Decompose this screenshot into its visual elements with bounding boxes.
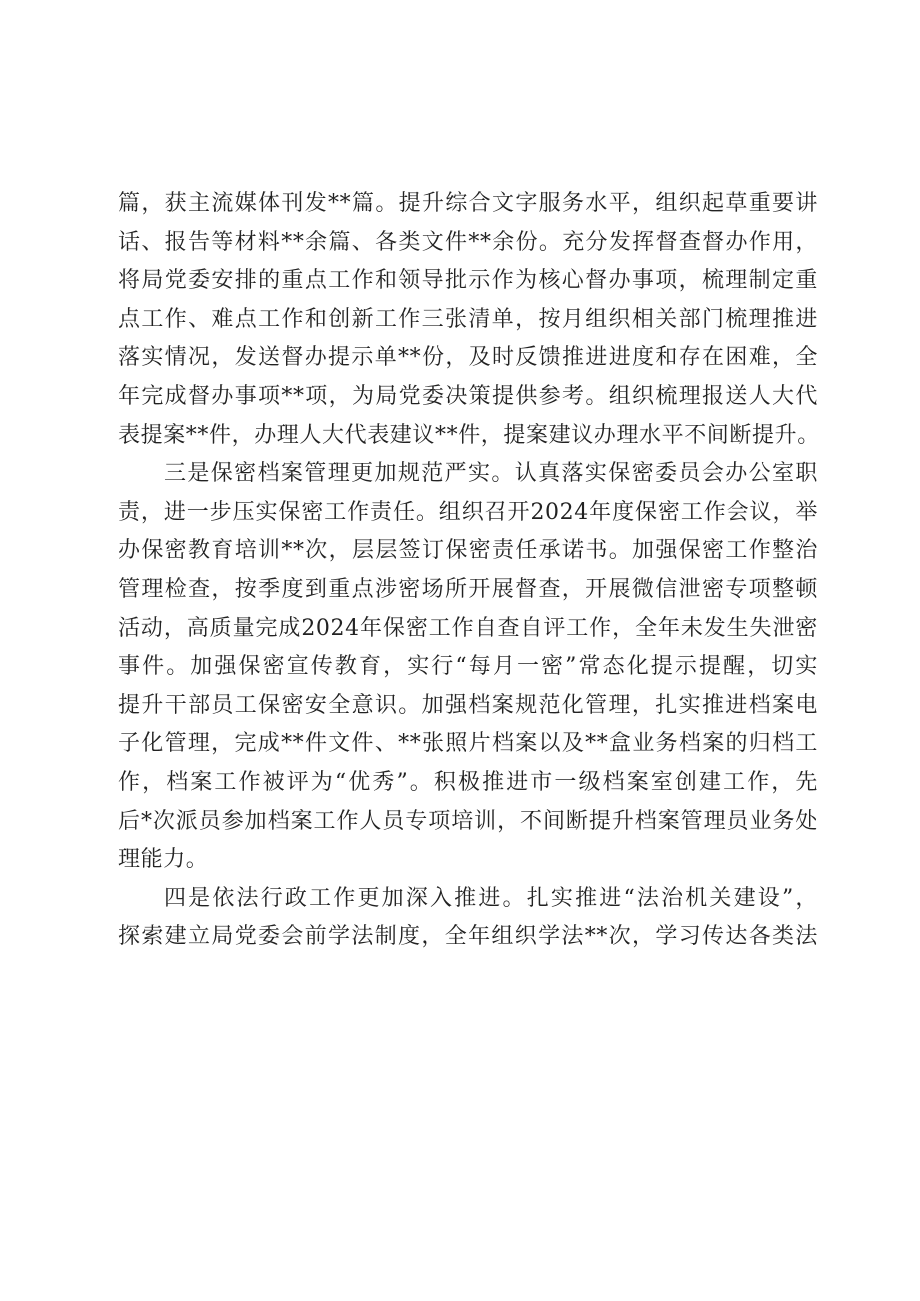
text-line: 理能力。 (118, 847, 209, 873)
text-line: 点工作、难点工作和创新工作三张清单，按月组织相关部门梳理推进 (118, 306, 818, 332)
paragraph-three (118, 455, 818, 880)
text-line: 子化管理，完成**件文件、**张照片档案以及**盒业务档案的归档工 (118, 731, 818, 757)
text-line: 探索建立局党委会前学法制度，全年组织学法**次，学习传达各类法 (118, 924, 818, 950)
text-line: 后*次派员参加档案工作人员专项培训，不间断提升档案管理员业务处 (118, 808, 818, 834)
paragraph-continued (118, 185, 818, 455)
paragraph-four (118, 880, 818, 957)
text-line: 将局党委安排的重点工作和领导批示作为核心督办事项，梳理制定重 (118, 268, 818, 294)
text-line: 表提案**件，办理人大代表建议**件，提案建议办理水平不间断提升。 (118, 422, 820, 448)
text-line: 办保密教育培训**次，层层签订保密责任承诺书。加强保密工作整治 (118, 538, 818, 564)
text-line: 责，进一步压实保密工作责任。组织召开2024年度保密工作会议，举 (118, 499, 818, 525)
text-line: 提升干部员工保密安全意识。加强档案规范化管理，扎实推进档案电 (118, 692, 818, 718)
text-line: 年完成督办事项**项，为局党委决策提供参考。组织梳理报送人大代 (118, 383, 818, 409)
text-line: 落实情况，发送督办提示单**份，及时反馈推进进度和存在困难，全 (118, 345, 818, 371)
text-line: 管理检查，按季度到重点涉密场所开展督查，开展微信泄密专项整顿 (118, 576, 818, 602)
text-line: 作，档案工作被评为“优秀”。积极推进市一级档案室创建工作，先 (118, 769, 818, 795)
document-body (118, 185, 818, 957)
text-line: 篇，获主流媒体刊发**篇。提升综合文字服务水平，组织起草重要讲 (118, 191, 818, 216)
paragraph-heading-line: 四是依法行政工作更加深入推进。扎实推进“法治机关建设”， (164, 885, 818, 911)
paragraph-heading-line: 三是保密档案管理更加规范严实。认真落实保密委员会办公室职 (164, 461, 818, 487)
text-line: 话、报告等材料**余篇、各类文件**余份。充分发挥督查督办作用， (118, 229, 818, 255)
text-line: 活动，高质量完成2024年保密工作自查自评工作，全年未发生失泄密 (118, 615, 818, 641)
text-line: 事件。加强保密宣传教育，实行“每月一密”常态化提示提醒，切实 (118, 654, 818, 680)
